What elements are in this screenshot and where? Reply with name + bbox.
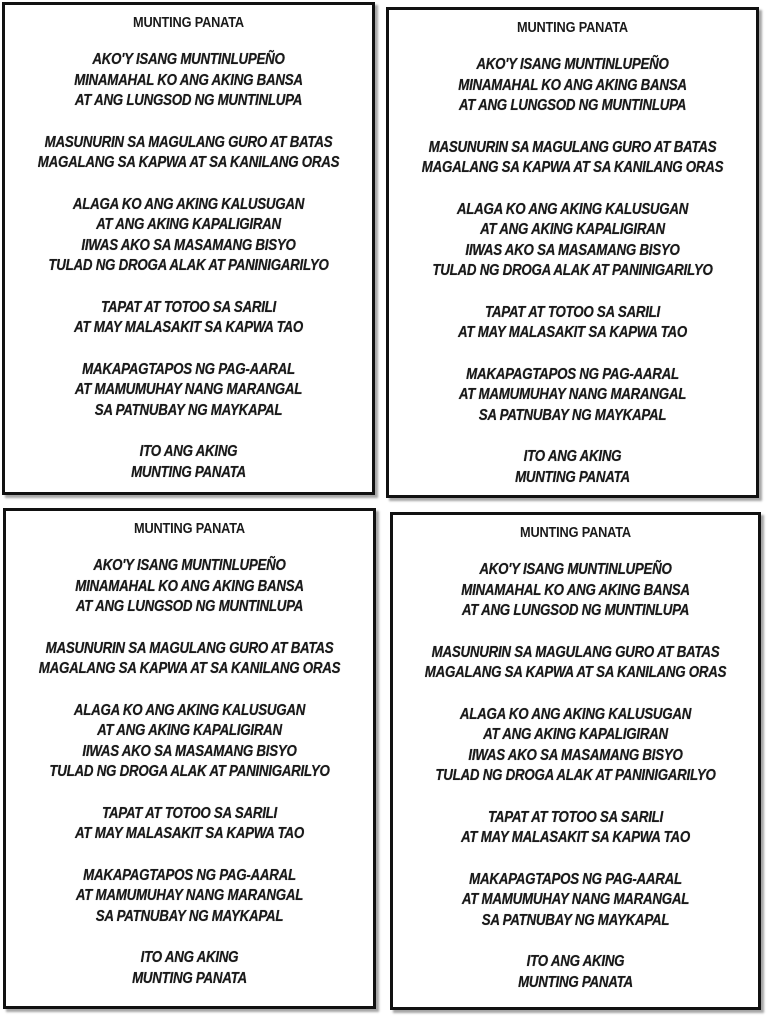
pledge-line: AT MAY MALASAKIT SA KAPWA TAO [73, 319, 304, 336]
pledge-line: AKO'Y ISANG MUNTINLUPEÑO [92, 51, 285, 68]
pledge-line: ITO ANG AKING [140, 949, 239, 966]
pledge-line: IIWAS AKO SA MASAMANG BISYO [82, 742, 297, 760]
pledge-line: MAGALANG SA KAPWA AT SA KANILANG ORAS [424, 664, 727, 681]
pledge-card [390, 512, 761, 1010]
pledge-line: TAPAT AT TOTOO SA SARILI [487, 808, 663, 826]
pledge-stanza [393, 643, 758, 684]
pledge-stanza [393, 870, 758, 932]
pledge-line: TAPAT AT TOTOO SA SARILI [100, 298, 276, 316]
pledge-line: ALAGA KO ANG AKING KALUSUGAN [459, 705, 692, 723]
pledge-line: MUNTING PANATA [131, 463, 246, 481]
pledge-line: SA PATNUBAY NG MAYKAPAL [94, 401, 283, 419]
pledge-line: AT MAY MALASAKIT SA KAPWA TAO [460, 829, 691, 846]
pledge-line: SA PATNUBAY NG MAYKAPAL [478, 406, 667, 424]
pledge-card-content [389, 20, 756, 488]
pledge-line: IIWAS AKO SA MASAMANG BISYO [468, 746, 683, 764]
pledge-line: ALAGA KO ANG AKING KALUSUGAN [72, 195, 305, 213]
pledge-stanza [6, 866, 373, 928]
pledge-stanza [393, 952, 758, 993]
pledge-line: MUNTING PANATA [518, 973, 633, 991]
pledge-line: AT ANG LUNGSOD NG MUNTINLUPA [75, 598, 304, 615]
pledge-stanza [389, 303, 756, 344]
pledge-line: AT ANG LUNGSOD NG MUNTINLUPA [458, 97, 687, 114]
pledge-line: MAGALANG SA KAPWA AT SA KANILANG ORAS [37, 154, 340, 171]
pledge-card [386, 7, 759, 498]
pledge-stanza [5, 195, 372, 277]
pledge-line: IIWAS AKO SA MASAMANG BISYO [81, 236, 296, 254]
pledge-line: SA PATNUBAY NG MAYKAPAL [95, 907, 284, 925]
pledge-stanza [5, 442, 372, 483]
pledge-line: TULAD NG DROGA ALAK AT PANINIGARILYO [48, 257, 329, 274]
pledge-card [3, 508, 376, 1009]
pledge-stanza [5, 50, 372, 112]
pledge-line: MUNTING PANATA [515, 468, 630, 486]
pledge-line: AT MAMUMUHAY NANG MARANGAL [458, 386, 687, 403]
pledge-title: MUNTING PANATA [134, 521, 245, 537]
pledge-line: MAKAPAGTAPOS NG PAG-AARAL [83, 866, 296, 884]
pledge-line: AKO'Y ISANG MUNTINLUPEÑO [476, 56, 669, 73]
pledge-title: MUNTING PANATA [520, 525, 631, 541]
pledge-line: SA PATNUBAY NG MAYKAPAL [481, 911, 670, 929]
pledge-stanza [389, 55, 756, 117]
pledge-line: TAPAT AT TOTOO SA SARILI [101, 804, 277, 822]
pledge-line: AT ANG LUNGSOD NG MUNTINLUPA [461, 602, 690, 619]
pledge-line: AKO'Y ISANG MUNTINLUPEÑO [479, 561, 672, 578]
pledge-line: MINAMAHAL KO ANG AKING BANSA [74, 71, 303, 89]
pledge-line: MAKAPAGTAPOS NG PAG-AARAL [469, 870, 682, 888]
pledge-line: AT MAY MALASAKIT SA KAPWA TAO [457, 324, 688, 341]
pledge-stanza [5, 133, 372, 174]
pledge-stanza [6, 639, 373, 680]
pledge-line: AT MAMUMUHAY NANG MARANGAL [461, 891, 690, 908]
pledge-stanza [6, 556, 373, 618]
pledge-line: MASUNURIN SA MAGULANG GURO AT BATAS [45, 639, 334, 657]
pledge-line: MINAMAHAL KO ANG AKING BANSA [458, 76, 687, 94]
pledge-line: MASUNURIN SA MAGULANG GURO AT BATAS [428, 138, 717, 156]
pledge-card-content [393, 525, 758, 993]
pledge-stanza [389, 200, 756, 282]
pledge-line: TAPAT AT TOTOO SA SARILI [484, 303, 660, 321]
pledge-line: TULAD NG DROGA ALAK AT PANINIGARILYO [49, 763, 330, 780]
pledge-line: AT ANG AKING KAPALIGIRAN [483, 726, 668, 743]
pledge-line: AT ANG LUNGSOD NG MUNTINLUPA [74, 92, 303, 109]
pledge-line: ALAGA KO ANG AKING KALUSUGAN [73, 701, 306, 719]
pledge-line: TULAD NG DROGA ALAK AT PANINIGARILYO [432, 262, 713, 279]
pledge-stanza [5, 298, 372, 339]
pledge-line: ITO ANG AKING [526, 953, 625, 970]
pledge-line: MAKAPAGTAPOS NG PAG-AARAL [82, 360, 295, 378]
pledge-line: AKO'Y ISANG MUNTINLUPEÑO [93, 557, 286, 574]
pledge-line: ITO ANG AKING [139, 443, 238, 460]
pledge-line: TULAD NG DROGA ALAK AT PANINIGARILYO [435, 767, 716, 784]
pledge-stanza [6, 948, 373, 989]
pledge-stanza [393, 705, 758, 787]
pledge-line: ALAGA KO ANG AKING KALUSUGAN [456, 200, 689, 218]
pledge-line: ITO ANG AKING [523, 448, 622, 465]
pledge-line: IIWAS AKO SA MASAMANG BISYO [465, 241, 680, 259]
pledge-line: MAKAPAGTAPOS NG PAG-AARAL [466, 365, 679, 383]
pledge-title: MUNTING PANATA [517, 20, 628, 36]
pledge-card-content [6, 521, 373, 989]
pledge-stanza [389, 447, 756, 488]
pledge-stanza [393, 808, 758, 849]
pledge-line: MAGALANG SA KAPWA AT SA KANILANG ORAS [38, 660, 341, 677]
pledge-line: AT ANG AKING KAPALIGIRAN [480, 221, 665, 238]
pledge-stanza [6, 804, 373, 845]
pledge-card [2, 2, 375, 495]
pledge-line: AT MAY MALASAKIT SA KAPWA TAO [74, 825, 305, 842]
pledge-card-content [5, 15, 372, 483]
pledge-title: MUNTING PANATA [133, 15, 244, 31]
pledge-line: AT MAMUMUHAY NANG MARANGAL [74, 381, 303, 398]
pledge-line: AT ANG AKING KAPALIGIRAN [97, 722, 282, 739]
pledge-stanza [393, 560, 758, 622]
pledge-stanza [389, 365, 756, 427]
pledge-line: MINAMAHAL KO ANG AKING BANSA [75, 577, 304, 595]
pledge-stanza [6, 701, 373, 783]
pledge-line: MUNTING PANATA [132, 969, 247, 987]
pledge-stanza [5, 360, 372, 422]
pledge-line: MASUNURIN SA MAGULANG GURO AT BATAS [44, 133, 333, 151]
pledge-line: AT ANG AKING KAPALIGIRAN [96, 216, 281, 233]
pledge-line: MINAMAHAL KO ANG AKING BANSA [461, 581, 690, 599]
pledge-line: MAGALANG SA KAPWA AT SA KANILANG ORAS [421, 159, 724, 176]
pledge-line: MASUNURIN SA MAGULANG GURO AT BATAS [431, 643, 720, 661]
pledge-stanza [389, 138, 756, 179]
pledge-line: AT MAMUMUHAY NANG MARANGAL [75, 887, 304, 904]
